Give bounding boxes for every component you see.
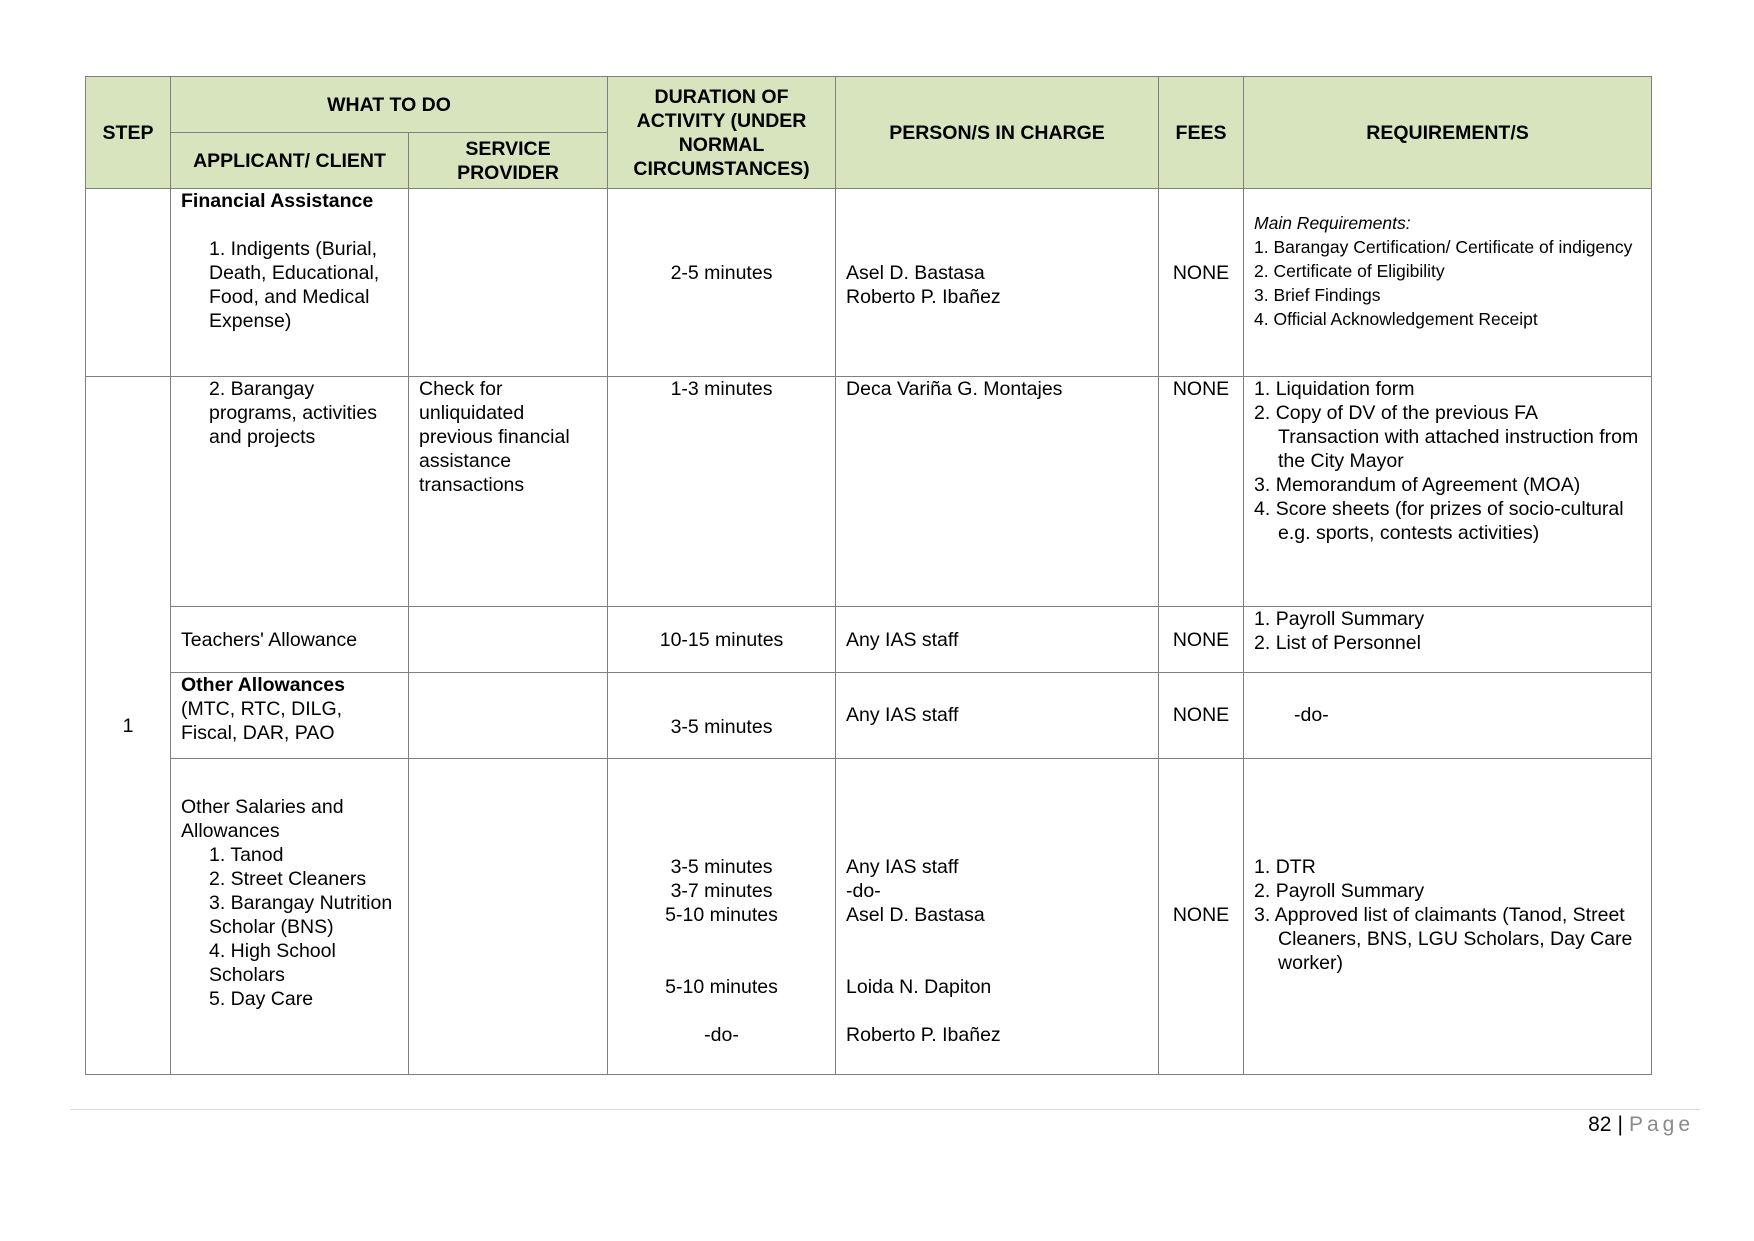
- requirements-cell: [1244, 189, 1652, 377]
- table-row: [86, 607, 1652, 673]
- requirement-item: 2. Copy of DV of the previous FA Transaction with attached instruction from the City Mayor: [1254, 402, 1639, 472]
- fees-cell: [1159, 673, 1244, 759]
- requirements-list: [1254, 377, 1641, 545]
- requirement-item: 1. Barangay Certification/ Certificate of indigency: [1254, 237, 1633, 257]
- section-title: Other Salaries and Allowances: [181, 796, 344, 842]
- step-cell-empty: [86, 189, 171, 377]
- person-name: Roberto P. Ibañez: [846, 1024, 1001, 1046]
- section-title: Financial Assistance: [181, 190, 374, 212]
- requirements-cell: [1244, 759, 1652, 1075]
- fees-cell: [1159, 189, 1244, 377]
- header-what-to-do: WHAT TO DO: [171, 77, 608, 133]
- person-cell: [836, 759, 1159, 1075]
- duration-cell: [608, 673, 836, 759]
- requirements-list: [1254, 855, 1641, 975]
- applicant-item: 1. Indigents (Burial, Death, Educational, Food, and Medical Expense): [209, 238, 380, 332]
- provider-cell: [409, 607, 608, 673]
- header-duration: DURATION OF ACTIVITY (UNDER NORMAL CIRCUMSTANCES): [608, 77, 836, 189]
- header-service-provider: SERVICE PROVIDER: [409, 133, 608, 189]
- applicant-item: (MTC, RTC, DILG, Fiscal, DAR, PAO: [181, 698, 343, 744]
- person-name: Loida N. Dapiton: [846, 976, 992, 998]
- fees-cell: NONE: [1159, 377, 1244, 607]
- footer-separator: |: [1617, 1113, 1623, 1136]
- duration-cell: [608, 189, 836, 377]
- applicant-cell: [171, 189, 409, 377]
- requirement-item: 1. DTR: [1254, 856, 1316, 878]
- provider-cell: [409, 673, 608, 759]
- requirements-cell: [1244, 607, 1652, 673]
- requirement-item: 3. Memorandum of Agreement (MOA): [1254, 474, 1581, 496]
- person-cell: [836, 673, 1159, 759]
- applicant-item: 4. High School Scholars: [209, 940, 336, 986]
- table-row: [86, 377, 1652, 607]
- provider-cell: [409, 759, 608, 1075]
- person-cell: Any IAS staff: [836, 607, 1159, 673]
- applicant-item: 1. Tanod: [209, 844, 284, 866]
- duration-cell: [608, 759, 836, 1075]
- requirement-item: 1. Liquidation form: [1254, 378, 1415, 400]
- requirement-item: 3. Approved list of claimants (Tanod, Street Cleaners, BNS, LGU Scholars, Day Care worker): [1254, 904, 1633, 974]
- duration-cell: 10-15 minutes: [608, 607, 836, 673]
- duration-cell: 1-3 minutes: [608, 377, 836, 607]
- requirement-item: 2. Payroll Summary: [1254, 880, 1425, 902]
- requirement-item: 4. Score sheets (for prizes of socio-cultural e.g. sports, contests activities): [1254, 498, 1624, 544]
- applicant-cell: Teachers' Allowance: [171, 607, 409, 673]
- requirement-item: -do-: [1294, 704, 1329, 726]
- table-row: [86, 673, 1652, 759]
- table-row: [86, 189, 1652, 377]
- duration-value: 5-10 minutes: [665, 976, 778, 998]
- requirement-item: 2. List of Personnel: [1254, 632, 1421, 654]
- applicant-cell: [171, 759, 409, 1075]
- requirements-cell: [1244, 673, 1652, 759]
- applicant-item: 5. Day Care: [209, 988, 314, 1010]
- table-row: [86, 759, 1652, 1075]
- applicant-item: 2. Street Cleaners: [209, 868, 367, 890]
- person-name: Any IAS staff: [846, 856, 959, 878]
- requirements-list: [1254, 607, 1641, 655]
- person-name: Roberto P. Ibañez: [846, 286, 1001, 308]
- page-footer: [1588, 1113, 1694, 1137]
- person-name: Asel D. Bastasa: [846, 262, 985, 284]
- page-number: 82: [1588, 1113, 1612, 1136]
- duration-value: -do-: [704, 1024, 739, 1046]
- duration-value: 3-5 minutes: [670, 716, 773, 738]
- applicant-cell: [171, 377, 409, 607]
- step-number: 1: [86, 377, 171, 1075]
- footer-divider: [70, 1109, 1700, 1110]
- requirement-item: 3. Brief Findings: [1254, 285, 1381, 305]
- requirement-item: 1. Payroll Summary: [1254, 608, 1425, 630]
- header-requirements: REQUIREMENT/S: [1244, 77, 1652, 189]
- header-applicant-client: APPLICANT/ CLIENT: [171, 133, 409, 189]
- provider-cell: [409, 189, 608, 377]
- fees-value: NONE: [1172, 904, 1230, 926]
- duration-value: 3-7 minutes: [670, 880, 773, 902]
- applicant-item: 2. Barangay programs, activities and projects: [209, 378, 377, 448]
- applicant-item: 3. Barangay Nutrition Scholar (BNS): [209, 892, 393, 938]
- header-person-in-charge: PERSON/S IN CHARGE: [836, 77, 1159, 189]
- duration-value: 3-5 minutes: [670, 856, 773, 878]
- duration-value: 2-5 minutes: [670, 262, 773, 284]
- header-fees: FEES: [1159, 77, 1244, 189]
- fees-cell: NONE: [1159, 607, 1244, 673]
- person-name: -do-: [846, 880, 881, 902]
- person-cell: [836, 189, 1159, 377]
- requirement-item: 2. Certificate of Eligibility: [1254, 261, 1445, 281]
- requirement-item: 4. Official Acknowledgement Receipt: [1254, 309, 1538, 329]
- person-name: Asel D. Bastasa: [846, 904, 985, 926]
- provider-cell: Check for unliquidated previous financial assistance transactions: [409, 377, 608, 607]
- header-step: STEP: [86, 77, 171, 189]
- person-cell: Deca Variña G. Montajes: [836, 377, 1159, 607]
- requirements-cell: [1244, 377, 1652, 607]
- person-name: Any IAS staff: [846, 704, 959, 726]
- fees-value: NONE: [1172, 704, 1230, 726]
- applicant-cell: [171, 673, 409, 759]
- fees-value: NONE: [1172, 262, 1230, 284]
- citizens-charter-table: [85, 76, 1652, 1075]
- duration-value: 5-10 minutes: [665, 904, 778, 926]
- requirements-list: [1254, 235, 1641, 331]
- section-title: Other Allowances: [181, 674, 345, 696]
- page-word: Page: [1628, 1113, 1694, 1136]
- requirements-heading: Main Requirements:: [1254, 213, 1411, 233]
- fees-cell: [1159, 759, 1244, 1075]
